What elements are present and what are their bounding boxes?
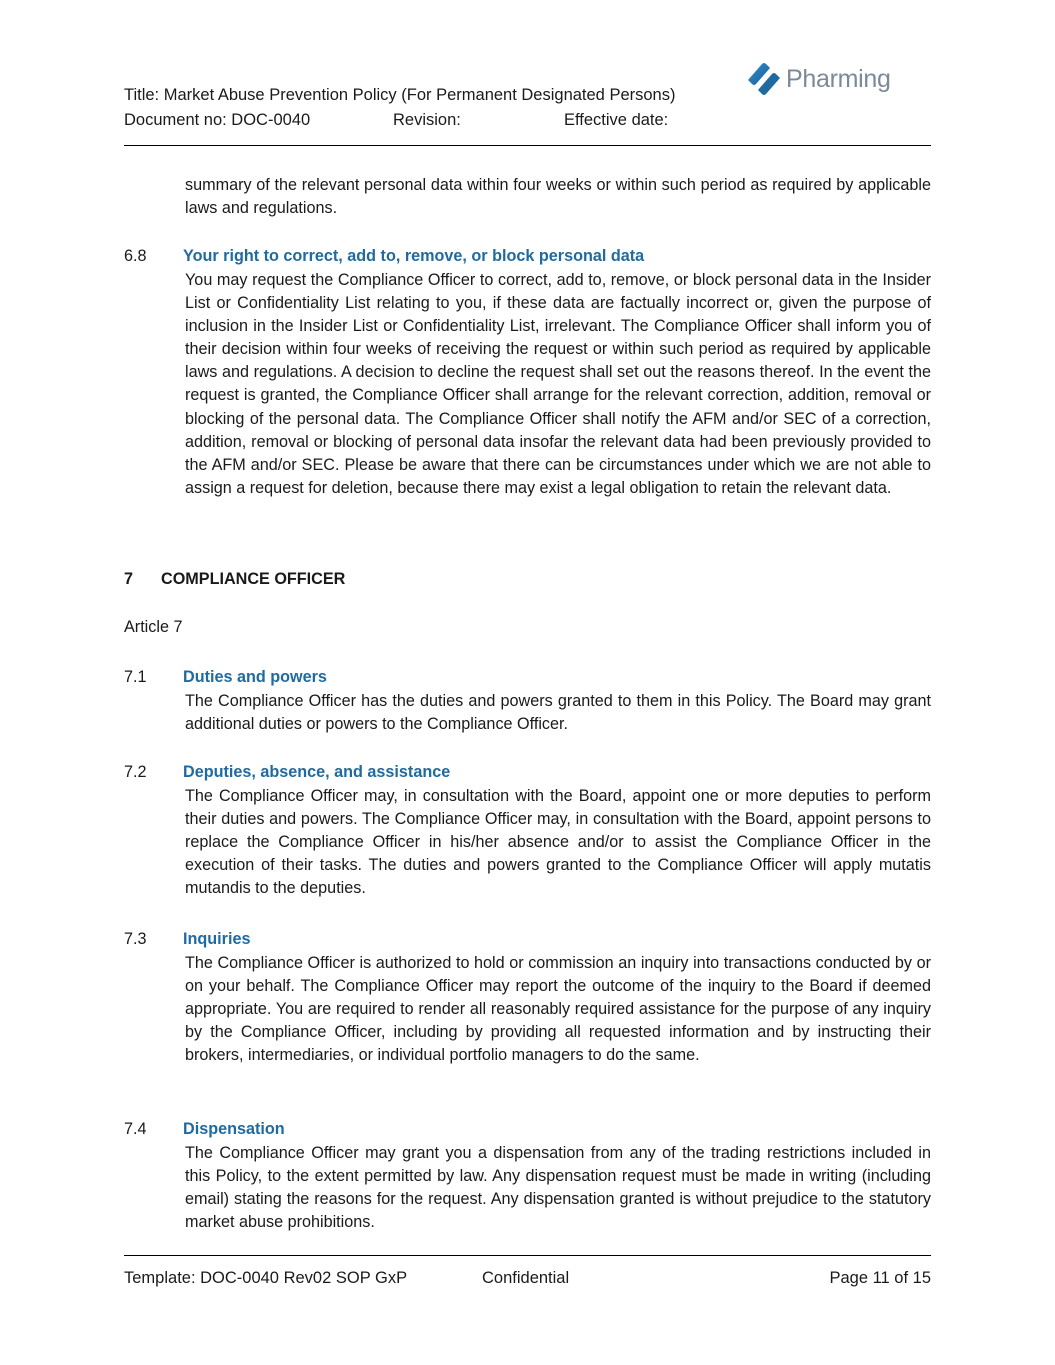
footer-classification: Confidential: [482, 1269, 570, 1287]
continuation-paragraph: summary of the relevant personal data within four weeks or within such period as required by applicable laws and regulations.: [185, 176, 931, 218]
document-title: Title: Market Abuse Prevention Policy (For Permanent Designated Persons): [124, 86, 676, 104]
section-number: 7.2: [124, 763, 147, 781]
header-divider: [124, 145, 931, 146]
section-heading: Dispensation: [183, 1120, 285, 1138]
section-paragraph: The Compliance Officer is authorized to hold or commission an inquiry into transactions conducted by or on your behalf. The Compliance Officer may report the outcome of the inquiry to the Board if deemed appropriate. You are required to render all reasonably required assistance for the purpose of any inquiry by the Compliance Officer, including by providing all requested information and by instructing their brokers, intermediaries, or individual portfolio managers to do the same.: [185, 954, 931, 1065]
revision-label: Revision:: [393, 111, 461, 129]
chapter-heading: COMPLIANCE OFFICER: [161, 570, 346, 588]
section-paragraph: The Compliance Officer may, in consultation with the Board, appoint one or more deputies to perform their duties and powers. The Compliance Officer may, in consultation with the Board, appoint persons to replace the Compliance Officer in his/her absence and/or to assist the Compliance Officer in the execution of their tasks. The duties and powers granted to the Compliance Officer will apply mutatis mutandis to the deputies.: [185, 787, 931, 898]
section-number: 6.8: [124, 247, 147, 265]
section-heading: Your right to correct, add to, remove, or block personal data: [183, 247, 645, 265]
section-heading: Inquiries: [183, 930, 251, 948]
footer-page-number: Page 11 of 15: [829, 1269, 931, 1287]
logo-wordmark: Pharming: [786, 65, 891, 93]
section-number: 7.1: [124, 668, 147, 686]
section-paragraph: The Compliance Officer may grant you a dispensation from any of the trading restrictions included in this Policy, to the extent permitted by law. Any dispensation request must be made in writing (including email) stating the reasons for the request. Any dispensation granted is without prejudice to the statutory market abuse prohibitions.: [185, 1144, 931, 1232]
document-number: Document no: DOC-0040: [124, 111, 311, 129]
section-number: 7.3: [124, 930, 147, 948]
article-label: Article 7: [124, 618, 183, 636]
section-heading: Duties and powers: [183, 668, 327, 686]
section-heading: Deputies, absence, and assistance: [183, 763, 451, 781]
section-number: 7.4: [124, 1120, 147, 1138]
footer-template: Template: DOC-0040 Rev02 SOP GxP: [124, 1269, 408, 1287]
section-paragraph: The Compliance Officer has the duties and powers granted to them in this Policy. The Board may grant additional duties or powers to the Compliance Officer.: [185, 692, 931, 734]
footer-divider: [124, 1255, 931, 1256]
effective-date-label: Effective date:: [564, 111, 669, 129]
company-logo: [744, 60, 891, 100]
pharming-logo-icon: [744, 60, 784, 100]
chapter-number: 7: [124, 570, 134, 588]
section-paragraph: You may request the Compliance Officer to correct, add to, remove, or block personal data in the Insider List or Confidentiality List relating to you, if these data are factually incorrect or, given the purpose of inclusion in the Insider List or Confidentiality List, irrelevant. The Compliance Officer shall inform you of their decision within four weeks of receiving the request or within such period as required by applicable laws and regulations. A decision to decline the request shall set out the reasons thereof. In the event the request is granted, the Compliance Officer shall arrange for the relevant correction, addition, removal or blocking of the personal data. The Compliance Officer shall notify the AFM and/or SEC of a correction, addition, removal or blocking of personal data insofar the relevant data had been previously provided to the AFM and/or SEC. Please be aware that there can be circumstances under which we are not able to assign a request for deletion, because there may exist a legal obligation to retain the relevant data.: [185, 271, 931, 497]
